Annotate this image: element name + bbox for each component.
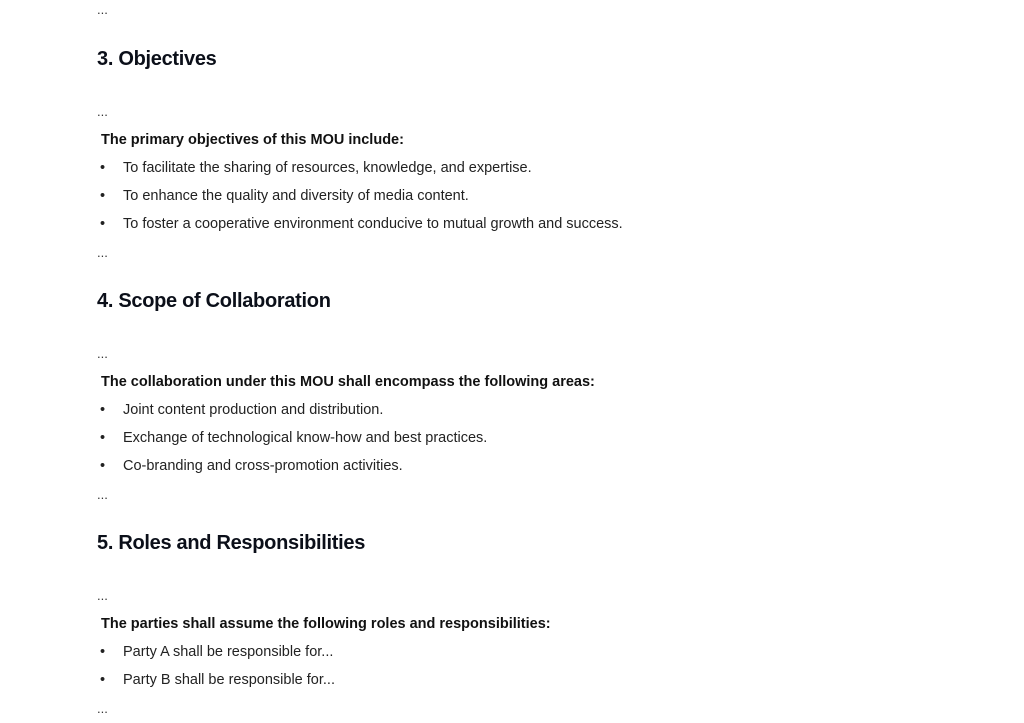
ellipsis: ... [97,245,108,260]
bullet-icon: • [100,430,106,446]
bullet-list [97,396,977,480]
section-heading: 3. Objectives [97,48,217,70]
section-heading: 5. Roles and Responsibilities [97,532,366,554]
section-objectives [97,45,977,267]
ellipsis: ... [97,2,108,17]
bullet-icon: • [100,402,106,418]
section-intro: The primary objectives of this MOU include: [101,132,404,148]
section-intro: The collaboration under this MOU shall encompass the following areas: [101,374,595,390]
section-scope [97,287,977,509]
bullet-icon: • [100,188,106,204]
ellipsis: ... [97,104,108,119]
list-item-text: Party B shall be responsible for... [123,672,335,688]
ellipsis: ... [97,346,108,361]
list-item-text: Co-branding and cross-promotion activities. [123,458,403,474]
list-item [97,424,977,452]
bullet-list [97,154,977,238]
list-item [97,666,977,694]
section-intro: The parties shall assume the following roles and responsibilities: [101,616,551,632]
bullet-icon: • [100,644,106,660]
bullet-list [97,638,977,694]
list-item [97,154,977,182]
ellipsis: ... [97,588,108,603]
list-item-text: Exchange of technological know-how and best practices. [123,430,488,446]
list-item-text: To facilitate the sharing of resources, knowledge, and expertise. [123,160,532,176]
ellipsis: ... [97,701,108,716]
list-item [97,452,977,480]
section-roles [97,529,977,723]
list-item-text: To enhance the quality and diversity of media content. [123,188,469,204]
list-item [97,182,977,210]
list-item [97,396,977,424]
list-item [97,210,977,238]
list-item [97,638,977,666]
ellipsis: ... [97,487,108,502]
bullet-icon: • [100,160,106,176]
section-heading: 4. Scope of Collaboration [97,290,331,312]
list-item-text: Joint content production and distribution. [123,402,384,418]
bullet-icon: • [100,458,106,474]
list-item-text: Party A shall be responsible for... [123,644,334,660]
list-item-text: To foster a cooperative environment conducive to mutual growth and success. [123,216,623,232]
bullet-icon: • [100,672,106,688]
bullet-icon: • [100,216,106,232]
document-body [97,0,977,723]
